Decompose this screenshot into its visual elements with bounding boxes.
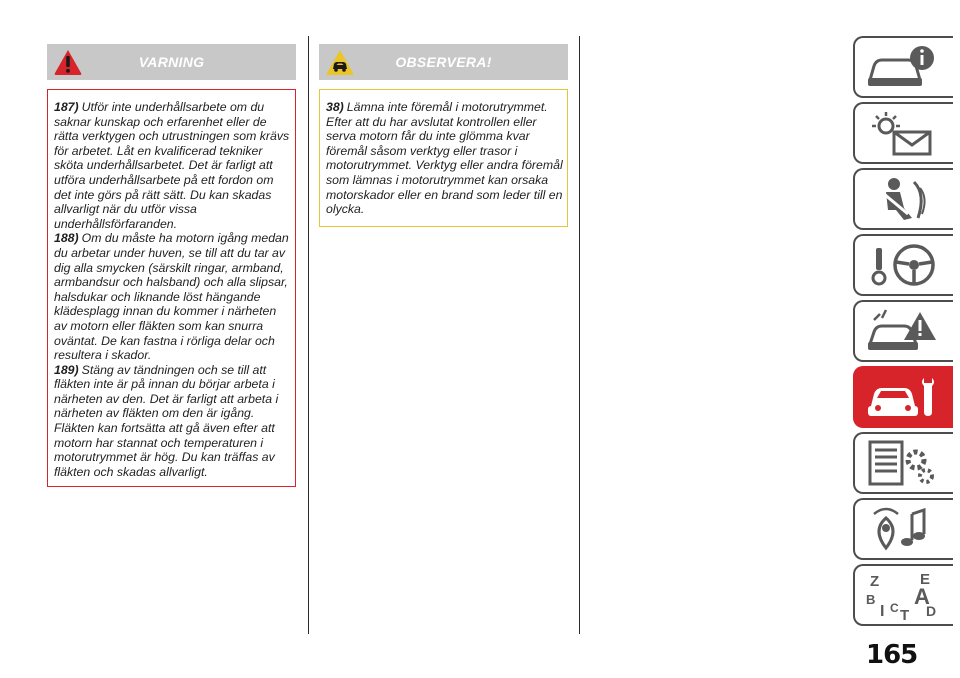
info-icon — [864, 42, 944, 92]
warning-item-number: 188) — [54, 231, 79, 246]
index-letter: E — [920, 571, 931, 588]
note-body — [319, 89, 568, 227]
multimedia-icon — [864, 504, 944, 554]
sidebar-tab-starting-driving[interactable] — [853, 234, 953, 296]
warning-item-text: Om du måste ha motorn igång medan du arbetar under huven, se till att du tar av dig alla smycken (särskilt ringar, armband, armbandsur och halsband) och alla slipsar, halsdukar och liknande löst hängande klädesplagg innan du kommer i närheten av motorn eller fläkten som kan snurra oväntat. De kan fastna i rörliga delar och resultera i skador. — [54, 231, 289, 363]
index-icon — [864, 570, 944, 620]
sidebar-tab-technical-data[interactable] — [853, 432, 953, 494]
note-item-text: Lämna inte föremål i motorutrymmet. Efter att du har avslutat kontrollen eller serva motorn får du inte glömma kvar föremål såsom verktyg eller trasor i motorutrymmet. Verktyg eller andra föremål som lämnas i motorutrymmet kan orsaka motorskador eller en brand som leder till en olycka. — [326, 100, 563, 217]
maintenance-icon — [864, 372, 944, 422]
warning-lights-icon — [864, 108, 944, 158]
index-letter: A — [914, 584, 930, 609]
warning-title: VARNING — [138, 54, 205, 70]
warning-item-number: 187) — [54, 100, 79, 114]
page-number: 165 — [866, 640, 918, 670]
technical-data-icon — [864, 438, 944, 488]
sidebar-tab-info[interactable] — [853, 36, 953, 98]
warning-item — [54, 100, 290, 231]
sidebar-tab-index[interactable] — [853, 564, 953, 626]
note-title: OBSERVERA! — [395, 54, 492, 70]
warning-item — [54, 231, 290, 362]
note-item-number: 38) — [326, 100, 344, 114]
sidebar-tab-emergency[interactable] — [853, 300, 953, 362]
sidebar-tab-maintenance[interactable] — [853, 366, 953, 428]
warning-header — [47, 44, 296, 80]
note-header — [319, 44, 568, 80]
warning-item — [54, 363, 290, 480]
index-letter: C — [890, 601, 899, 615]
warning-item-number: 189) — [54, 362, 79, 377]
starting-driving-icon — [864, 240, 944, 290]
warning-body — [47, 89, 296, 487]
note-item — [326, 100, 563, 217]
column-divider-left — [308, 36, 309, 634]
warning-item-text: Stäng av tändningen och se till att fläkten inte är på innan du börjar arbeta i närheten av den. Det är farligt att arbeta i närheten av fläkten om den är igång. Fläkten kan fortsätta att gå även efter att motorn har stannat och temperaturen i motorutrymmet är hög. Du kan träffas av fläkten och skadas allvarligt. — [54, 362, 279, 479]
index-letter: I — [880, 603, 885, 620]
sidebar-tab-warning-lights[interactable] — [853, 102, 953, 164]
index-letter: Z — [870, 573, 880, 590]
warning-triangle-icon — [53, 48, 83, 76]
column-divider-right — [579, 36, 580, 634]
emergency-icon — [864, 306, 944, 356]
index-letter: B — [866, 592, 876, 607]
sidebar-tab-multimedia[interactable] — [853, 498, 953, 560]
car-caution-icon — [325, 48, 355, 76]
safety-seatbelt-icon — [864, 174, 944, 224]
index-letter: T — [900, 607, 910, 620]
sidebar-tab-safety[interactable] — [853, 168, 953, 230]
warning-item-text: Utför inte underhållsarbete om du saknar kunskap och erfarenhet eller de rätta verktygen och utrustningen som krävs för arbetet. Låt en kvalificerad tekniker sköta underhållsarbetet. Det är farligt att utföra underhållsarbete på ett fordon om det inte görs på rätt sätt. Du kan skadas allvarligt när du utför vissa underhållsförfaranden. — [54, 100, 290, 231]
index-letter: D — [926, 603, 937, 619]
